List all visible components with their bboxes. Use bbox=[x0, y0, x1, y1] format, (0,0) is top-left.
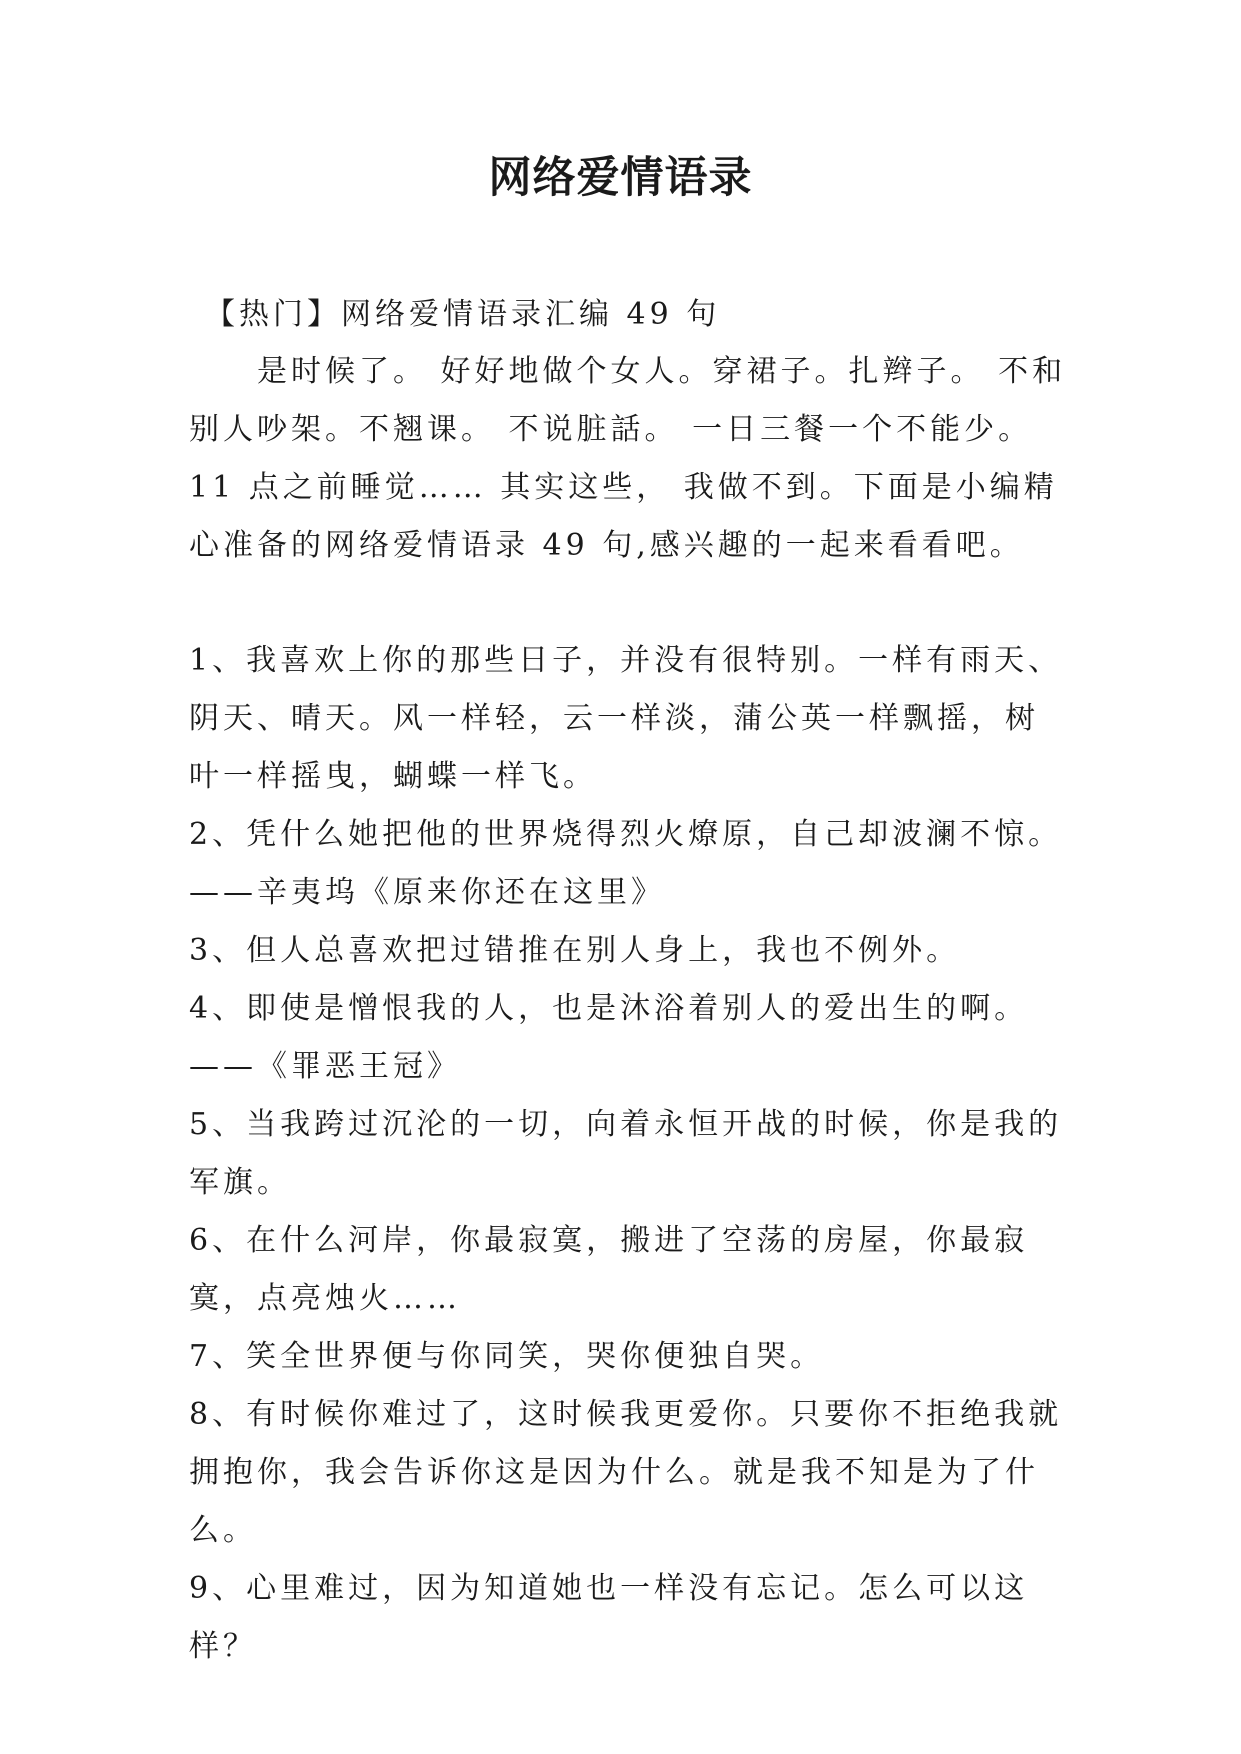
quote-item: 6、在什么河岸，你最寂寞，搬进了空荡的房屋，你最寂寞，点亮烛火…… bbox=[189, 1223, 1029, 1316]
quote-item: 1、我喜欢上你的那些日子，并没有很特别。一样有雨天、阴天、晴天。风一样轻，云一样淡，蒲公英一样飘摇，树叶一样摇曳，蝴蝶一样飞。 bbox=[189, 643, 1063, 794]
document-title: 网络爱情语录 bbox=[488, 153, 753, 203]
quote-item: 8、有时候你难过了，这时候我更爱你。只要你不拒绝我就拥抱你，我会告诉你这是因为什么。就是我不知是为了什么。 bbox=[189, 1397, 1063, 1548]
quote-item: 7、笑全世界便与你同笑，哭你便独自哭。 bbox=[189, 1339, 825, 1374]
document-subtitle: 【热门】网络爱情语录汇编 49 句 bbox=[205, 297, 721, 332]
quote-item: 4、即使是憎恨我的人，也是沐浴着别人的爱出生的啊。——《罪恶王冠》 bbox=[189, 991, 1029, 1084]
intro-paragraph: 是时候了。 好好地做个女人。穿裙子。扎辫子。 不和别人吵架。不翘课。 不说脏話。 一日三餐一个不能少。11 点之前睡觉…… 其实这些， 我做不到。下面是小编精心准备的网络爱情语录 49 句,感兴趣的一起来看看吧。 bbox=[189, 354, 1067, 563]
quote-item: 2、凭什么她把他的世界烧得烈火燎原，自己却波澜不惊。——辛夷坞《原来你还在这里》 bbox=[189, 817, 1063, 910]
quote-list bbox=[189, 632, 1069, 1676]
quote-item: 3、但人总喜欢把过错推在别人身上，我也不例外。 bbox=[189, 933, 961, 968]
quote-item: 5、当我跨过沉沦的一切，向着永恒开战的时候，你是我的军旗。 bbox=[189, 1107, 1063, 1200]
quote-item: 9、心里难过，因为知道她也一样没有忘记。怎么可以这样？ bbox=[189, 1571, 1029, 1664]
